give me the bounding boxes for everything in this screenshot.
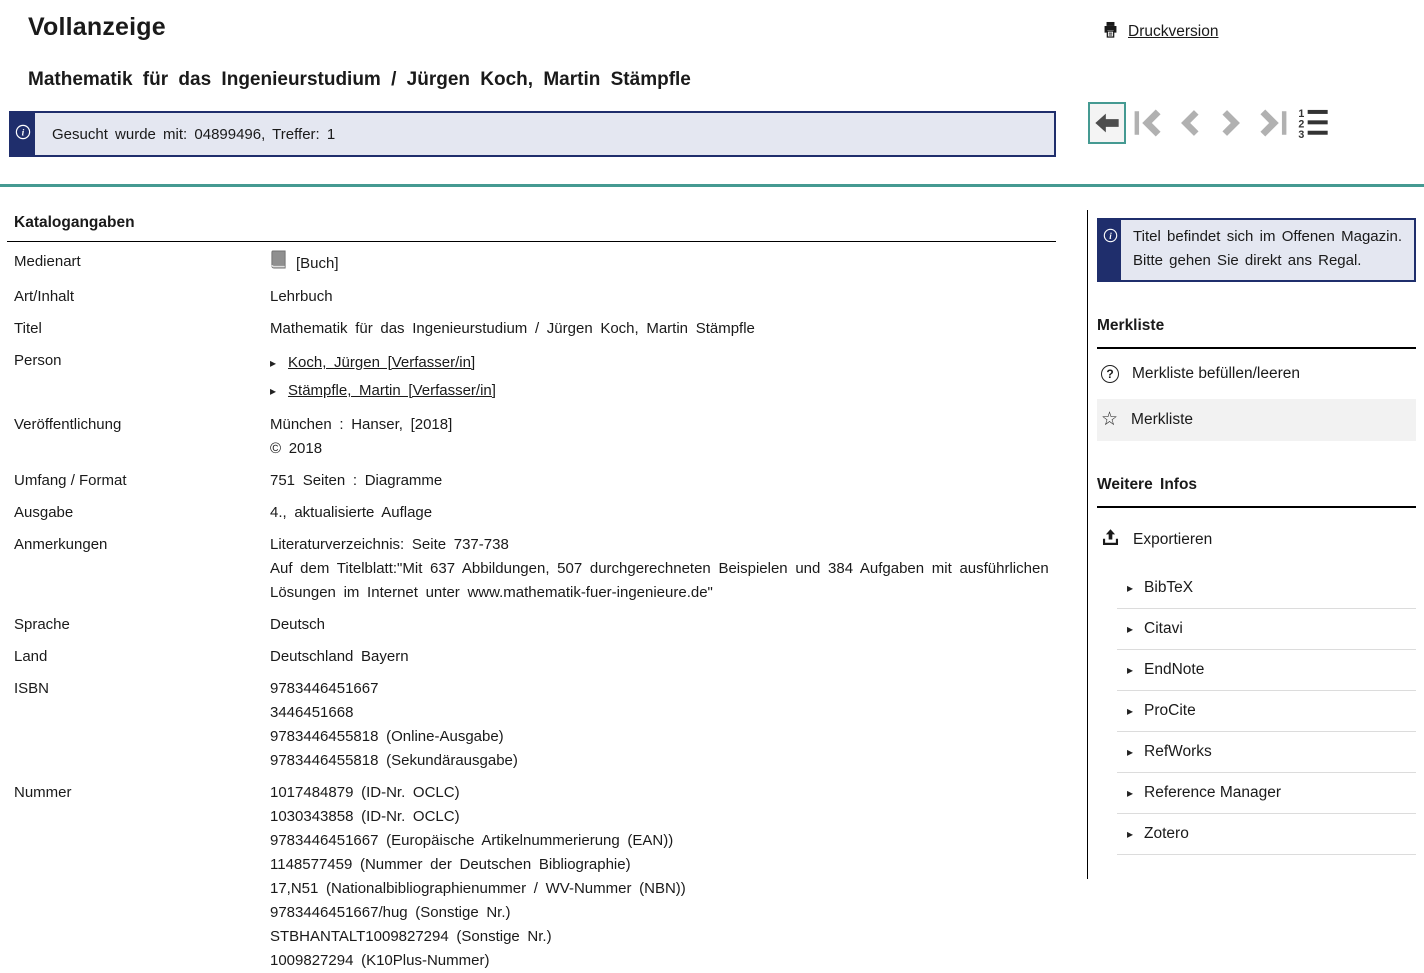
- field-value-line: Literaturverzeichnis: Seite 737-738: [270, 536, 509, 553]
- field-value-line: Deutsch: [270, 616, 326, 633]
- merkliste-heading: Merkliste: [1097, 317, 1416, 349]
- field-value-line: 4., aktualisierte Auflage: [270, 504, 433, 521]
- field-label: Land: [14, 648, 48, 665]
- triangle-bullet-icon: ▸: [1127, 622, 1134, 636]
- export-option[interactable]: [1117, 814, 1416, 855]
- printer-icon: [1101, 20, 1120, 44]
- catalog-row: [7, 645, 1056, 669]
- catalog-row: [7, 413, 1056, 461]
- catalog-section: [7, 210, 1056, 973]
- field-value-line: 9783446451667 (Europäische Artikelnummerierung (EAN)): [270, 832, 674, 849]
- export-label: Exportieren: [1133, 531, 1213, 548]
- field-value-line: 3446451668: [270, 704, 354, 721]
- field-value: [270, 677, 1056, 773]
- notice-strip: [1099, 220, 1121, 280]
- export-option[interactable]: [1117, 773, 1416, 814]
- field-value: [270, 317, 1056, 341]
- export-option-label: RefWorks: [1144, 743, 1212, 760]
- field-value: [270, 250, 1056, 277]
- page-content: [0, 187, 1424, 973]
- weitere-infos-heading: Weitere Infos: [1097, 476, 1416, 508]
- export-item[interactable]: [1097, 520, 1416, 560]
- last-record-icon[interactable]: [1254, 102, 1290, 144]
- info-icon: [15, 124, 31, 145]
- triangle-bullet-icon: ▸: [1127, 827, 1134, 841]
- field-value: [270, 501, 1056, 525]
- star-icon: ☆: [1101, 409, 1119, 430]
- field-label: Veröffentlichung: [14, 416, 122, 433]
- question-circle-icon: ?: [1101, 365, 1119, 383]
- field-value: [270, 613, 1056, 637]
- field-value-line: 9783446451667/hug (Sonstige Nr.): [270, 904, 511, 921]
- field-label: Art/Inhalt: [14, 288, 75, 305]
- field-value-line: Deutschland Bayern: [270, 648, 409, 665]
- triangle-bullet-icon: ▸: [270, 356, 277, 370]
- field-value-line: 1148577459 (Nummer der Deutschen Bibliographie): [270, 856, 631, 873]
- field-label: ISBN: [14, 680, 50, 697]
- triangle-bullet-icon: ▸: [1127, 581, 1134, 595]
- field-value-line: 9783446451667: [270, 680, 379, 697]
- catalog-row: [7, 349, 1056, 405]
- catalog-row: [7, 613, 1056, 637]
- catalog-row: [7, 501, 1056, 525]
- merkliste-fill-empty-label: Merkliste befüllen/leeren: [1132, 365, 1301, 382]
- catalog-row: [7, 469, 1056, 493]
- field-value-line: 1030343858 (ID-Nr. OCLC): [270, 808, 460, 825]
- book-icon: [270, 250, 287, 277]
- result-list-icon[interactable]: [1295, 102, 1331, 144]
- person-link-line: [270, 349, 1056, 377]
- back-arrow-icon[interactable]: [1088, 102, 1126, 144]
- person-link[interactable]: Stämpfle, Martin [Verfasser/in]: [288, 382, 496, 399]
- export-option-label: BibTeX: [1144, 579, 1194, 596]
- field-value-line: 751 Seiten : Diagramme: [270, 472, 443, 489]
- merkliste-fill-empty-item[interactable]: [1097, 353, 1416, 395]
- export-icon: [1101, 528, 1120, 552]
- export-option[interactable]: [1117, 609, 1416, 650]
- field-value-line: 1017484879 (ID-Nr. OCLC): [270, 784, 460, 801]
- catalog-row: [7, 677, 1056, 773]
- catalog-rows: [7, 250, 1056, 973]
- field-value: [270, 645, 1056, 669]
- location-notice: [1097, 218, 1416, 282]
- field-value-line: München : Hanser, [2018]: [270, 416, 453, 433]
- field-value-line: 9783446455818 (Sekundärausgabe): [270, 752, 518, 769]
- field-value-line: 1009827294 (K10Plus-Nummer): [270, 952, 490, 969]
- catalog-row: [7, 317, 1056, 341]
- field-label: Titel: [14, 320, 42, 337]
- svg-text:i: i: [21, 128, 25, 139]
- media-type-text: [Buch]: [296, 254, 339, 272]
- search-notice: Gesucht wurde mit: 04899496, Treffer: 1: [52, 125, 336, 143]
- export-option-label: ProCite: [1144, 702, 1196, 719]
- media-type-value: [270, 250, 1056, 277]
- export-option-label: Reference Manager: [1144, 784, 1282, 801]
- page-title: Vollanzeige: [28, 13, 166, 41]
- field-value: [270, 781, 1056, 973]
- sidebar: [1087, 210, 1416, 879]
- export-options-list: [1097, 568, 1416, 855]
- page-header: [0, 0, 1424, 187]
- catalog-heading: Katalogangaben: [7, 210, 1056, 242]
- svg-text:3: 3: [1298, 128, 1305, 139]
- field-value: [270, 349, 1056, 405]
- catalog-row: [7, 250, 1056, 277]
- field-label: Medienart: [14, 253, 81, 270]
- section-divider: [0, 184, 1424, 187]
- export-option-label: Zotero: [1144, 825, 1189, 842]
- print-version-label[interactable]: Druckversion: [1128, 23, 1219, 40]
- person-link[interactable]: Koch, Jürgen [Verfasser/in]: [288, 354, 476, 371]
- field-label: Anmerkungen: [14, 536, 108, 553]
- export-option[interactable]: [1117, 732, 1416, 773]
- export-option[interactable]: [1117, 568, 1416, 609]
- search-info-bar: [9, 111, 1056, 157]
- triangle-bullet-icon: ▸: [1127, 704, 1134, 718]
- field-value: [270, 469, 1056, 493]
- field-value-line: STBHANTALT1009827294 (Sonstige Nr.): [270, 928, 552, 945]
- export-option-label: Citavi: [1144, 620, 1183, 637]
- field-value: [270, 285, 1056, 309]
- export-option[interactable]: [1117, 691, 1416, 732]
- field-label: Nummer: [14, 784, 72, 801]
- catalog-row: [7, 285, 1056, 309]
- merkliste-label: Merkliste: [1131, 411, 1194, 428]
- person-link-line: [270, 377, 1056, 405]
- record-title: Mathematik für das Ingenieurstudium / Jürgen Koch, Martin Stämpfle: [28, 69, 691, 90]
- field-label: Ausgabe: [14, 504, 74, 521]
- field-value-line: Auf dem Titelblatt:"Mit 637 Abbildungen, 507 durchgerechneten Beispielen und 384 Aufgaben mit ausführlichen Lösungen im Internet unter www.mathematik-fuer-ingenieure.de": [270, 560, 1049, 601]
- field-label: Umfang / Format: [14, 472, 127, 489]
- info-bar-strip: [11, 113, 35, 155]
- merkliste-item[interactable]: [1097, 399, 1416, 441]
- catalog-row: [7, 533, 1056, 605]
- svg-text:i: i: [1108, 230, 1112, 241]
- record-navigation: [1088, 102, 1331, 144]
- notice-text: Titel befindet sich im Offenen Magazin. Bitte gehen Sie direkt ans Regal.: [1121, 220, 1414, 280]
- field-value-line: 9783446455818 (Online-Ausgabe): [270, 728, 504, 745]
- next-record-icon[interactable]: [1213, 102, 1249, 144]
- catalog-row: [7, 781, 1056, 973]
- first-record-icon[interactable]: [1131, 102, 1167, 144]
- field-value-line: Mathematik für das Ingenieurstudium / Jürgen Koch, Martin Stämpfle: [270, 320, 755, 337]
- field-value: [270, 533, 1056, 605]
- export-option[interactable]: [1117, 650, 1416, 691]
- svg-text:1: 1: [1298, 108, 1305, 121]
- field-value-line: © 2018: [270, 440, 323, 457]
- field-value: [270, 413, 1056, 461]
- print-version-link[interactable]: [1101, 20, 1218, 44]
- triangle-bullet-icon: ▸: [1127, 663, 1134, 677]
- previous-record-icon[interactable]: [1172, 102, 1208, 144]
- info-icon: [1103, 228, 1118, 280]
- triangle-bullet-icon: ▸: [1127, 786, 1134, 800]
- export-option-label: EndNote: [1144, 661, 1205, 678]
- triangle-bullet-icon: ▸: [270, 384, 277, 398]
- field-label: Person: [14, 352, 62, 369]
- field-label: Sprache: [14, 616, 70, 633]
- triangle-bullet-icon: ▸: [1127, 745, 1134, 759]
- field-value-line: 17,N51 (Nationalbibliographienummer / WV-Nummer (NBN)): [270, 880, 686, 897]
- svg-text:2: 2: [1298, 118, 1305, 131]
- field-value-line: Lehrbuch: [270, 288, 333, 305]
